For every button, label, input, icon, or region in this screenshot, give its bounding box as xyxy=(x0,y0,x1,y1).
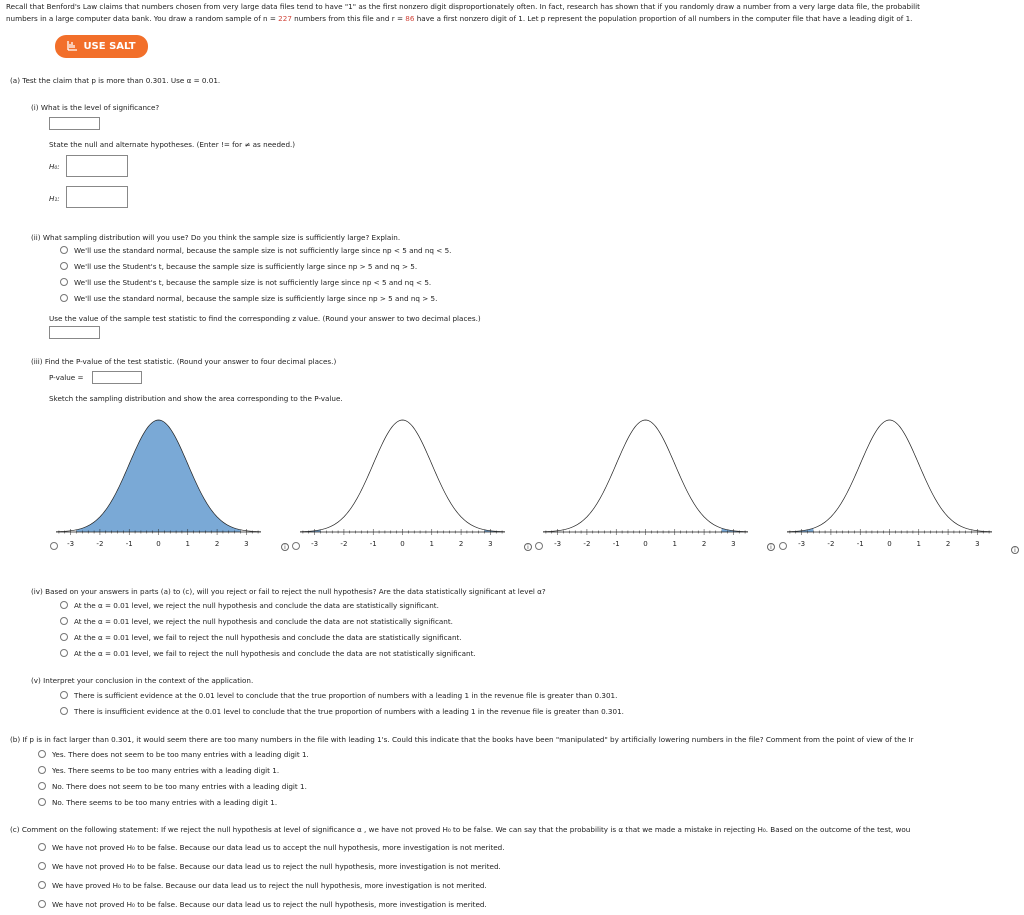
info-icon[interactable]: i xyxy=(281,543,289,551)
radio-button[interactable] xyxy=(60,707,68,715)
normal-curve xyxy=(300,420,505,532)
intro-text-a: numbers in a large computer data bank. You draw a random sample of n = xyxy=(6,14,279,23)
radio-button[interactable] xyxy=(38,766,46,774)
iv-option-3[interactable] xyxy=(60,633,462,643)
radio-button[interactable] xyxy=(38,862,46,870)
tick-label: 3 xyxy=(488,540,493,548)
option-text: There is insufficient evidence at the 0.01 level to conclude that the true proportion of numbers with a leading 1 in the revenue file is greater than 0.301. xyxy=(74,707,624,716)
b-option-4[interactable] xyxy=(38,798,277,808)
option-text: We'll use the standard normal, because the sample size is not sufficiently large since np < 5 and nq < 5. xyxy=(74,246,452,255)
option-text: We have not proved H₀ to be false. Because our data lead us to reject the null hypothesis, more investigation is merited. xyxy=(52,900,487,909)
h0-input[interactable] xyxy=(66,155,128,177)
hypotheses-instruction: State the null and alternate hypotheses. (Enter != for ≠ as needed.) xyxy=(49,140,296,149)
tick-label: -3 xyxy=(554,540,562,548)
use-salt-label: USE SALT xyxy=(83,41,136,52)
tick-label: 0 xyxy=(643,540,648,548)
v-option-2[interactable] xyxy=(60,707,624,717)
chart-left-tail xyxy=(777,410,997,560)
tick-label: -2 xyxy=(583,540,591,548)
tick-label: 3 xyxy=(975,540,980,548)
option-text: We'll use the Student's t, because the sample size is not sufficiently large since np < 5 and nq < 5. xyxy=(74,278,432,287)
z-value-input[interactable] xyxy=(49,326,100,339)
option-text: We'll use the Student's t, because the sample size is sufficiently large since np > 5 and nq > 5. xyxy=(74,262,418,271)
chart-right-tail xyxy=(533,410,753,560)
intro-text-b: numbers from this file and r = xyxy=(291,14,406,23)
radio-button[interactable] xyxy=(60,278,68,286)
tick-label: 2 xyxy=(701,540,707,548)
option-text: At the α = 0.01 level, we reject the null hypothesis and conclude the data are not statistically significant. xyxy=(74,617,453,626)
normal-curve xyxy=(543,420,748,532)
b-option-1[interactable] xyxy=(38,750,309,760)
tick-label: 2 xyxy=(945,540,951,548)
part-a-i-label: (i) What is the level of significance? xyxy=(31,103,160,112)
c-option-1[interactable] xyxy=(38,843,505,853)
option-text: We have not proved H₀ to be false. Because our data lead us to accept the null hypothesis, more investigation is not merited. xyxy=(52,843,505,852)
tick-label: 0 xyxy=(156,540,161,548)
part-a-iii-label: (iii) Find the P-value of the test statistic. (Round your answer to four decimal places.) xyxy=(31,357,337,366)
pvalue-input[interactable] xyxy=(92,371,142,384)
c-option-4[interactable] xyxy=(38,900,487,910)
radio-button[interactable] xyxy=(60,691,68,699)
h0-label: H₀: xyxy=(49,162,60,171)
c-option-3[interactable] xyxy=(38,881,487,891)
chart-radio-4[interactable] xyxy=(779,542,787,550)
tick-label: 1 xyxy=(672,540,678,548)
tick-label: 1 xyxy=(185,540,191,548)
ii-option-4[interactable] xyxy=(60,294,437,304)
tick-label: -3 xyxy=(798,540,806,548)
tick-label: -3 xyxy=(311,540,319,548)
option-text: At the α = 0.01 level, we fail to reject the null hypothesis and conclude the data are statistically significant. xyxy=(74,633,462,642)
intro-line-2 xyxy=(6,13,912,25)
part-b-prompt: (b) If p is in fact larger than 0.301, it would seem there are too many numbers in the file with leading 1's. Could this indicate that the books have been "manipulated" by artificially lowering numbers in the file? Comment from the point of view of the Ir xyxy=(10,735,914,744)
radio-button[interactable] xyxy=(38,881,46,889)
iv-option-1[interactable] xyxy=(60,601,439,611)
use-salt-button[interactable] xyxy=(55,35,148,58)
radio-button[interactable] xyxy=(38,750,46,758)
tick-label: 1 xyxy=(916,540,922,548)
radio-button[interactable] xyxy=(60,633,68,641)
radio-button[interactable] xyxy=(60,649,68,657)
radio-button[interactable] xyxy=(60,262,68,270)
option-text: We have proved H₀ to be false. Because our data lead us to reject the null hypothesis, more investigation is not merited. xyxy=(52,881,487,890)
part-a-iv-label: (iv) Based on your answers in parts (a) to (c), will you reject or fail to reject the null hypothesis? Are the data statistically significant at level α? xyxy=(31,587,546,596)
v-option-1[interactable] xyxy=(60,691,617,701)
tick-label: -1 xyxy=(369,540,377,548)
tick-label: 2 xyxy=(214,540,220,548)
h1-label: H₁: xyxy=(49,194,60,203)
radio-button[interactable] xyxy=(38,900,46,908)
part-a-v-label: (v) Interpret your conclusion in the context of the application. xyxy=(31,676,254,685)
option-text: No. There does not seem to be too many entries with a leading digit 1. xyxy=(52,782,307,791)
tick-label: 3 xyxy=(731,540,736,548)
info-icon[interactable]: i xyxy=(524,543,532,551)
tick-label: -2 xyxy=(96,540,104,548)
option-text: Yes. There seems to be too many entries with a leading digit 1. xyxy=(52,766,280,775)
sketch-instruction: Sketch the sampling distribution and show the area corresponding to the P-value. xyxy=(49,394,343,403)
chart-radio-1[interactable] xyxy=(50,542,58,550)
b-option-2[interactable] xyxy=(38,766,279,776)
ii-option-1[interactable] xyxy=(60,246,451,256)
option-text: No. There seems to be too many entries with a leading digit 1. xyxy=(52,798,278,807)
radio-button[interactable] xyxy=(60,601,68,609)
intro-line-1: Recall that Benford's Law claims that numbers chosen from very large data files tend to have "1" as the first nonzero digit disproportionately often. In fact, research has shown that if you randomly draw a number from a very large data file, the probabilit xyxy=(6,2,920,11)
chart-center-shaded xyxy=(46,410,266,560)
info-icon[interactable]: i xyxy=(767,543,775,551)
tick-label: 2 xyxy=(458,540,464,548)
significance-input[interactable] xyxy=(49,117,100,130)
radio-button[interactable] xyxy=(60,617,68,625)
radio-button[interactable] xyxy=(38,798,46,806)
option-text: We'll use the standard normal, because the sample size is sufficiently large since np > 5 and nq > 5. xyxy=(74,294,438,303)
info-icon[interactable]: i xyxy=(1011,546,1019,554)
b-option-3[interactable] xyxy=(38,782,307,792)
ii-option-3[interactable] xyxy=(60,278,431,288)
option-text: At the α = 0.01 level, we fail to reject the null hypothesis and conclude the data are not statistically significant. xyxy=(74,649,476,658)
pvalue-label: P-value = xyxy=(49,373,84,382)
tick-label: -1 xyxy=(612,540,620,548)
iv-option-2[interactable] xyxy=(60,617,453,627)
chart-radio-2[interactable] xyxy=(292,542,300,550)
z-instruction: Use the value of the sample test statistic to find the corresponding z value. (Round your answer to two decimal places.) xyxy=(49,314,481,323)
radio-button[interactable] xyxy=(38,782,46,790)
tick-label: 0 xyxy=(887,540,892,548)
tick-label: 3 xyxy=(244,540,249,548)
part-a-ii-label: (ii) What sampling distribution will you use? Do you think the sample size is sufficiently large? Explain. xyxy=(31,233,401,242)
intro-text-c: have a first nonzero digit of 1. Let p represent the population proportion of all numbers in the computer file that have a leading digit of 1. xyxy=(414,14,913,23)
c-option-2[interactable] xyxy=(38,862,501,872)
h1-input[interactable] xyxy=(66,186,128,208)
tick-label: -2 xyxy=(340,540,348,548)
n-value: 227 xyxy=(278,14,292,23)
chart-radio-3[interactable] xyxy=(535,542,543,550)
r-value: 86 xyxy=(405,14,415,23)
option-text: Yes. There does not seem to be too many entries with a leading digit 1. xyxy=(52,750,309,759)
radio-button[interactable] xyxy=(60,294,68,302)
calculator-icon xyxy=(67,40,78,54)
chart-two-tails xyxy=(290,410,510,560)
part-a-prompt: (a) Test the claim that p is more than 0.301. Use α = 0.01. xyxy=(10,76,221,85)
radio-button[interactable] xyxy=(60,246,68,254)
tick-label: -2 xyxy=(827,540,835,548)
part-c-prompt: (c) Comment on the following statement: If we reject the null hypothesis at level of significance α , we have not proved H₀ to be false. We can say that the probability is α that we made a mistake in rejecting H₀. Based on the outcome of the test, wou xyxy=(10,825,911,834)
iv-option-4[interactable] xyxy=(60,649,476,659)
radio-button[interactable] xyxy=(38,843,46,851)
option-text: There is sufficient evidence at the 0.01 level to conclude that the true proportion of numbers with a leading 1 in the revenue file is greater than 0.301. xyxy=(74,691,618,700)
tick-label: 1 xyxy=(429,540,435,548)
tick-label: -1 xyxy=(856,540,864,548)
tick-label: -3 xyxy=(67,540,75,548)
option-text: At the α = 0.01 level, we reject the null hypothesis and conclude the data are statistically significant. xyxy=(74,601,439,610)
option-text: We have not proved H₀ to be false. Because our data lead us to reject the null hypothesis, more investigation is not merited. xyxy=(52,862,501,871)
normal-curve xyxy=(787,420,992,532)
tick-label: 0 xyxy=(400,540,405,548)
tick-label: -1 xyxy=(125,540,133,548)
ii-option-2[interactable] xyxy=(60,262,417,272)
